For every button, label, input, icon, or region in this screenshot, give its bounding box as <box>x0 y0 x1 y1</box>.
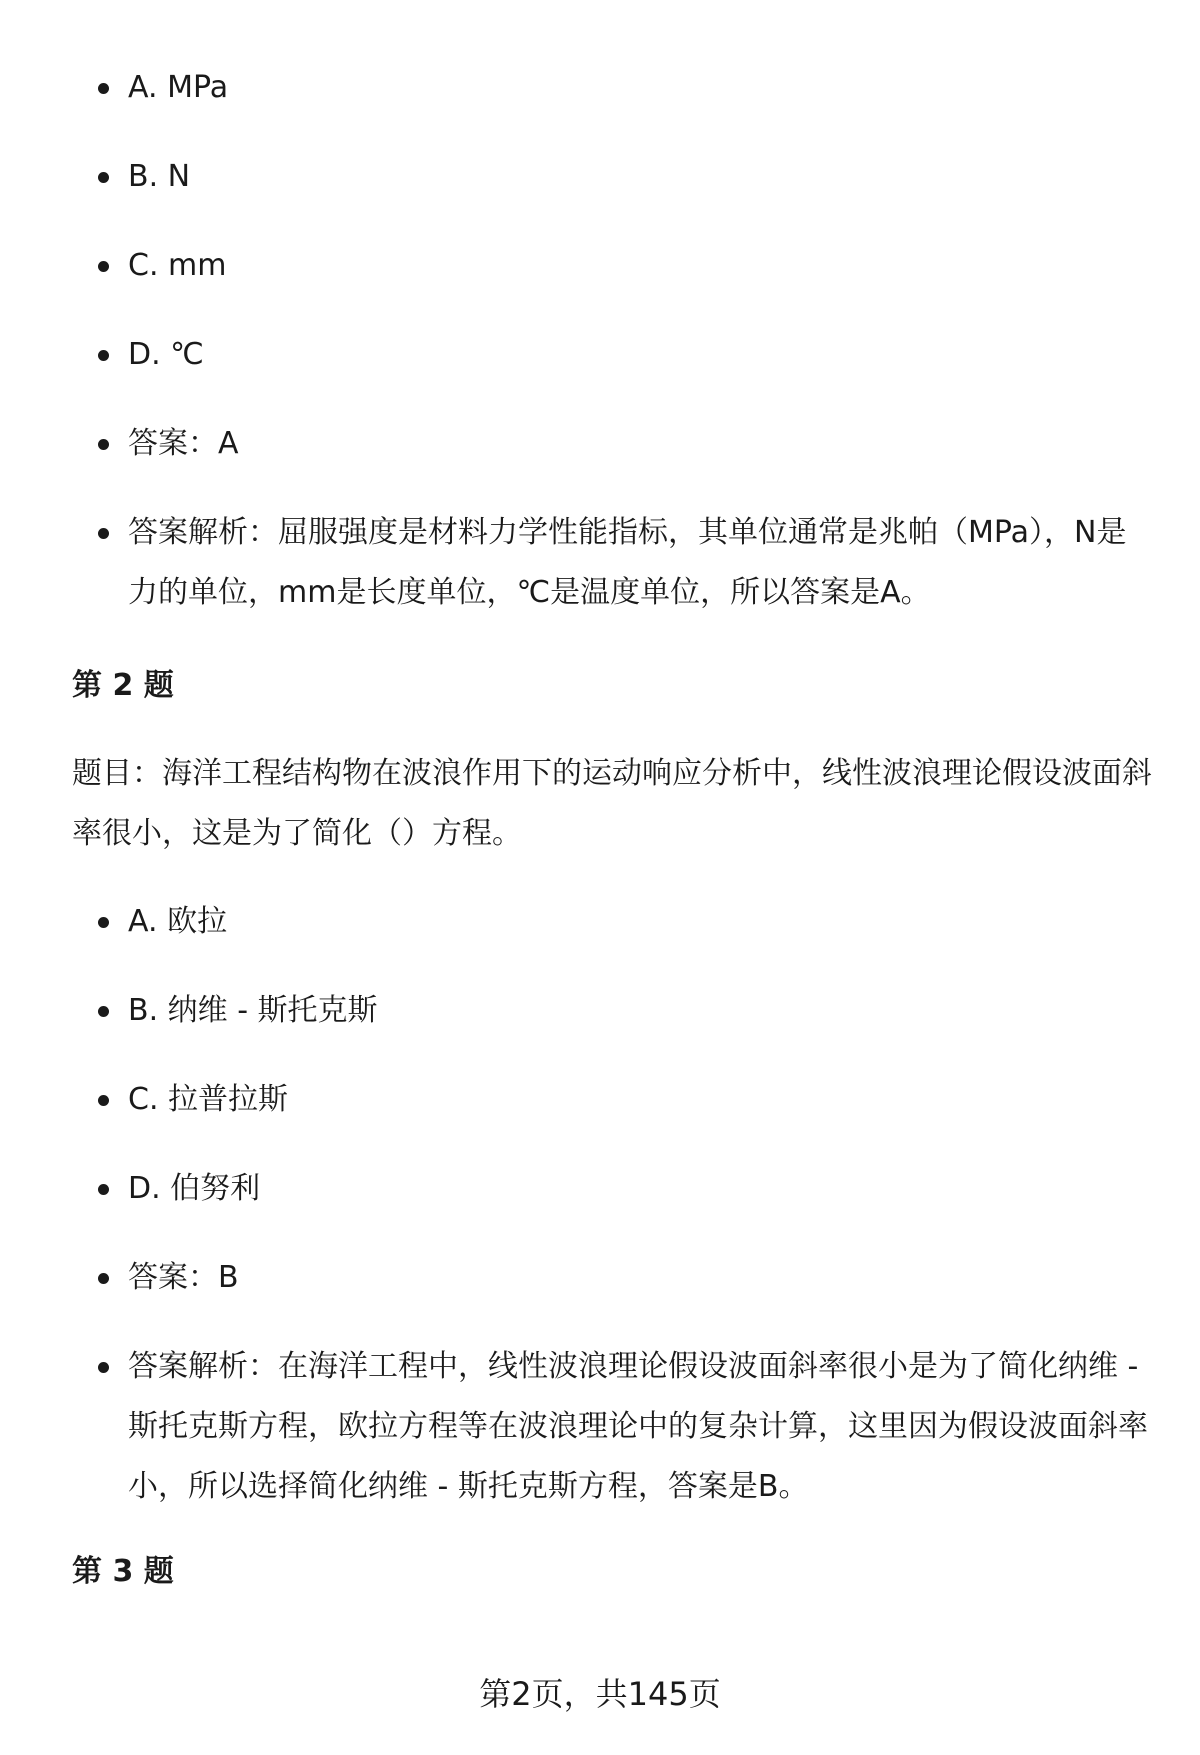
q3-heading: 第 3 题 <box>72 1554 174 1589</box>
q1-option-a: A. MPa <box>0 58 1148 118</box>
q2-answer: 答案：B <box>0 1248 1148 1308</box>
q1-option-c: C. mm <box>0 236 1148 296</box>
q1-option-list <box>0 58 1148 623</box>
q2-heading: 第 2 题 <box>72 668 174 703</box>
page-footer: 第2页，共145页 <box>479 1675 721 1713</box>
q2-option-a: A. 欧拉 <box>0 892 1148 952</box>
q1-answer: 答案：A <box>0 414 1148 474</box>
q2-option-d: D. 伯努利 <box>0 1159 1148 1219</box>
q1-option-b: B. N <box>0 147 1148 207</box>
q2-stem: 题目：海洋工程结构物在波浪作用下的运动响应分析中，线性波浪理论假设波面斜率很小，这是为了简化（）方程。 <box>72 756 1152 851</box>
q2-option-c: C. 拉普拉斯 <box>0 1070 1148 1130</box>
q2-explanation: 答案解析：在海洋工程中，线性波浪理论假设波面斜率很小是为了简化纳维 - 斯托克斯方程，欧拉方程等在波浪理论中的复杂计算，这里因为假设波面斜率小，所以选择简化纳维 - 斯托克斯方程，答案是B。 <box>0 1337 1148 1517</box>
q2-option-b: B. 纳维 - 斯托克斯 <box>0 981 1148 1041</box>
q1-option-d: D. ℃ <box>0 325 1148 385</box>
q2-option-list <box>0 892 1148 1517</box>
q1-explanation: 答案解析：屈服强度是材料力学性能指标，其单位通常是兆帕（MPa），N是力的单位，mm是长度单位，℃是温度单位，所以答案是A。 <box>0 503 1148 623</box>
